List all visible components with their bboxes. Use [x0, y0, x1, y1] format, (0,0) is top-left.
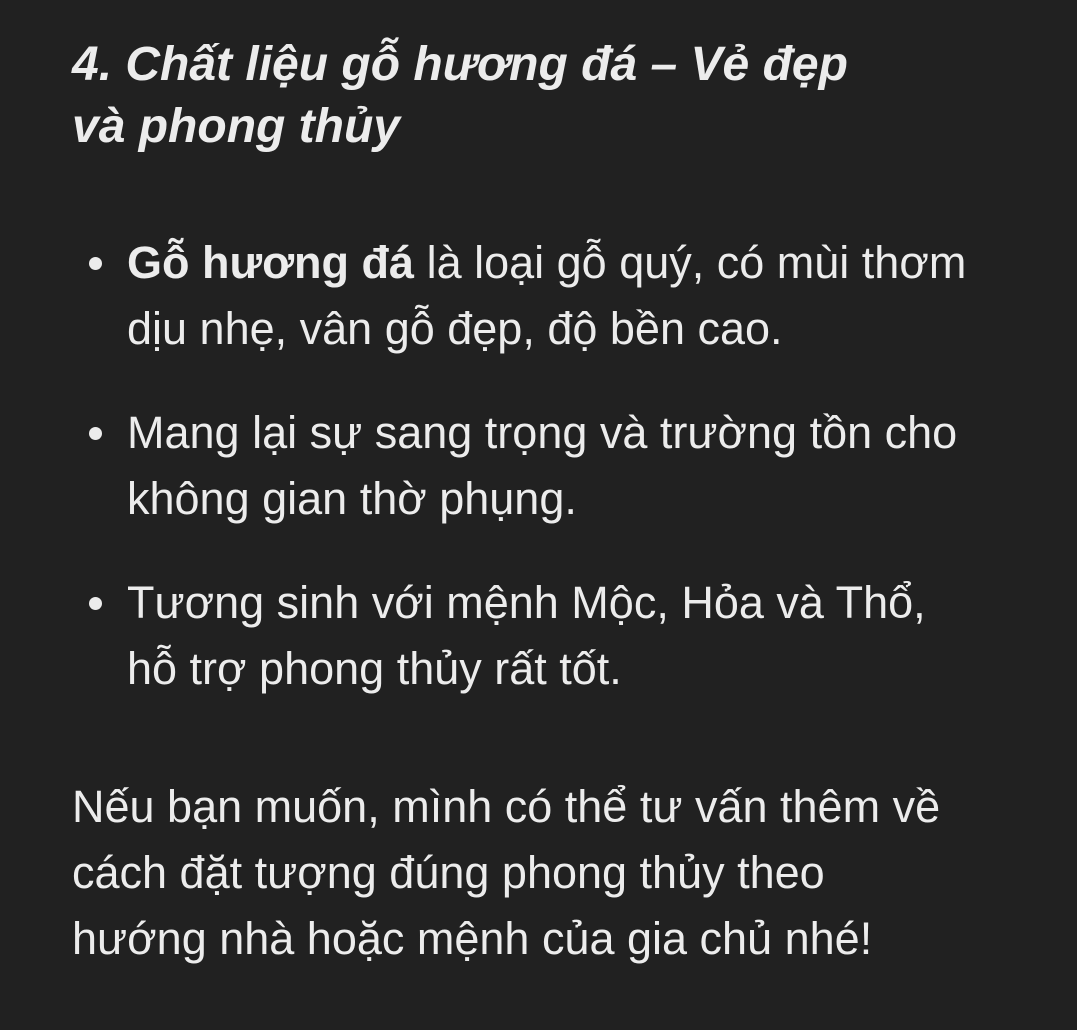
bullet-icon [89, 597, 102, 610]
list-item [127, 570, 967, 702]
list-item-text: Tương sinh với mệnh Mộc, Hỏa và Thổ, hỗ trợ phong thủy rất tốt. [127, 577, 926, 694]
section-heading: 4. Chất liệu gỗ hương đá – Vẻ đẹp và phong thủy [72, 38, 848, 153]
bullet-icon [89, 257, 102, 270]
list-item-text: là loại gỗ quý, có mùi thơm dịu nhẹ, vân gỗ đẹp, độ bền cao. [127, 237, 967, 354]
assistant-message [0, 34, 1077, 1030]
list-item-text: Mang lại sự sang trọng và trường tồn cho không gian thờ phụng. [127, 407, 958, 524]
term-bold: Gỗ hương đá [127, 237, 415, 288]
list-item [127, 230, 967, 362]
closing-paragraph: Nếu bạn muốn, mình có thể tư vấn thêm về cách đặt tượng đúng phong thủy theo hướng nhà hoặc mệnh của gia chủ nhé! [72, 781, 941, 964]
list-item [127, 400, 967, 532]
bullet-icon [89, 427, 102, 440]
benefits-list [72, 230, 967, 702]
